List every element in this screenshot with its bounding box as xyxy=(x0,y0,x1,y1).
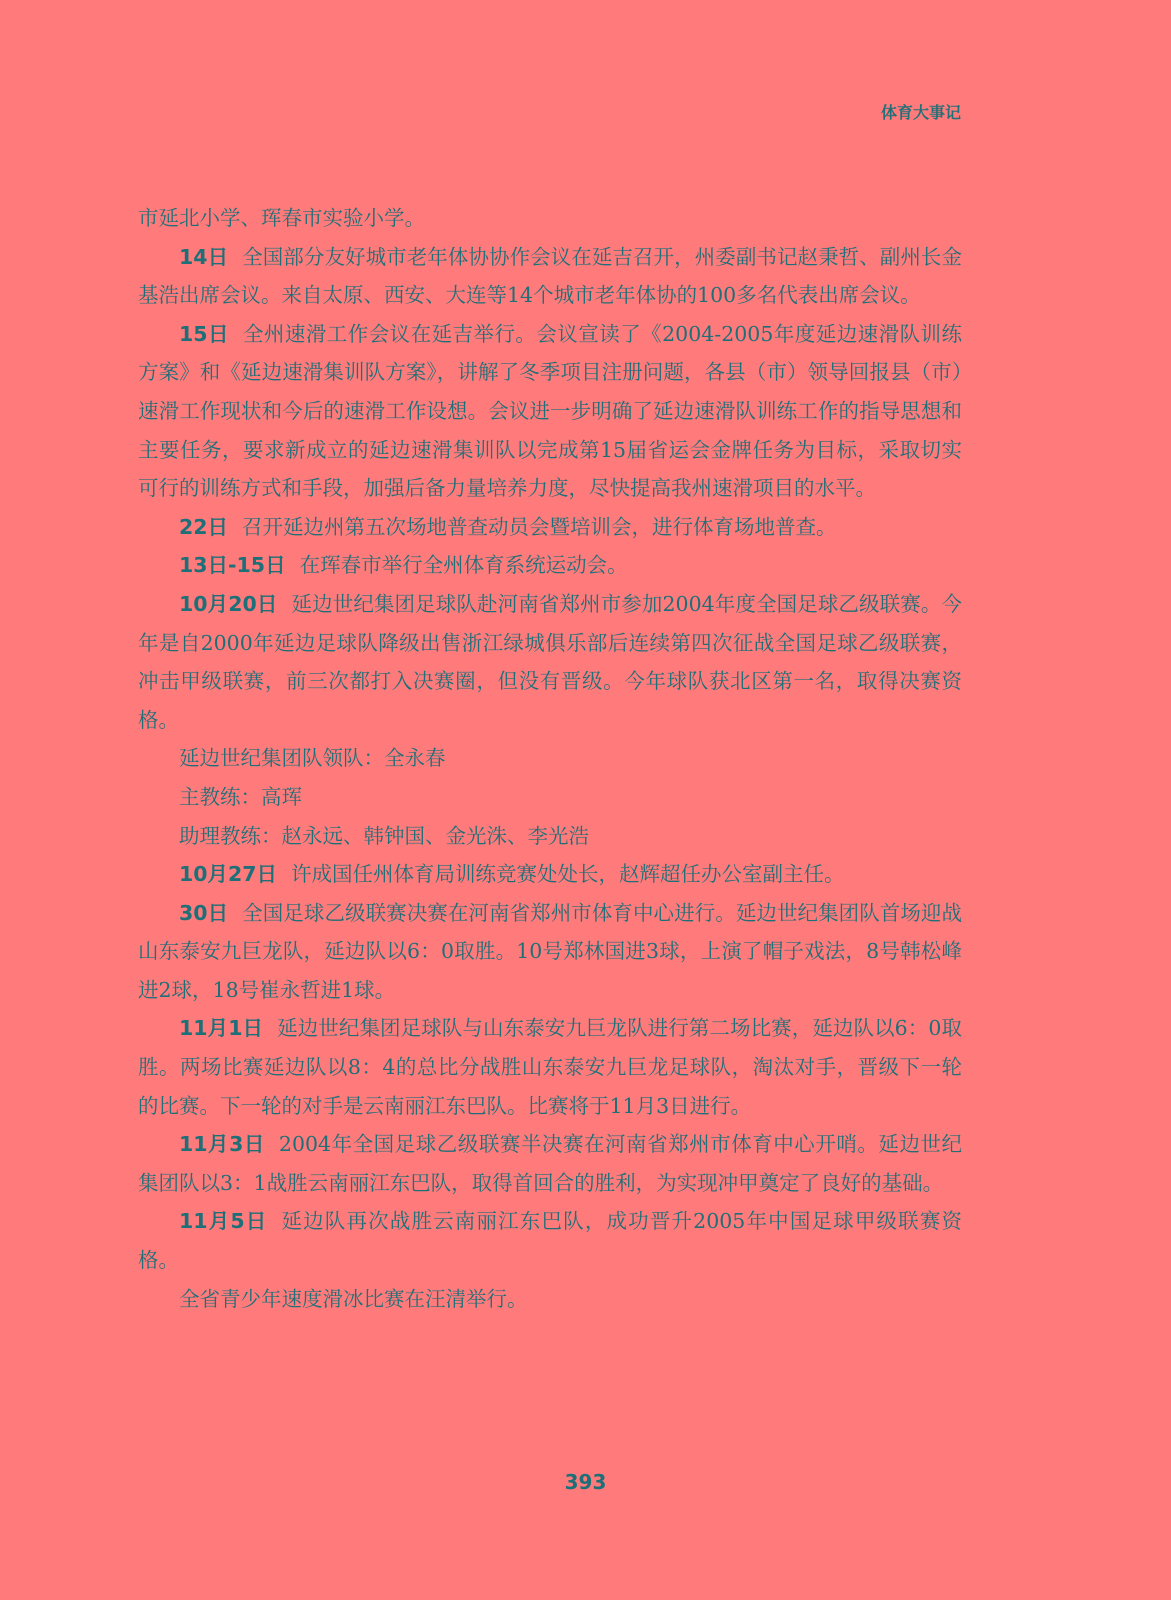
entry-text: 延边队再次战胜云南丽江东巴队，成功晋升2005年中国足球甲级联赛资格。 xyxy=(138,1209,962,1273)
team-leader-line xyxy=(138,739,962,778)
entry-text: 全国足球乙级联赛决赛在河南省郑州市体育中心进行。延边世纪集团队首场迎战山东泰安九巨龙队，延边队以6：0取胜。10号郑林国进3球，上演了帽子戏法，8号韩松峰进2球，18号崔永哲进1球。 xyxy=(138,900,963,1002)
entry-paragraph xyxy=(138,238,962,315)
paragraph-continuation xyxy=(138,199,962,238)
head-coach-line xyxy=(138,778,962,817)
entry-paragraph xyxy=(138,546,962,585)
entry-text: 全州速滑工作会议在延吉举行。会议宣读了《2004-2005年度延边速滑队训练方案》和《延边速滑集训队方案》，讲解了冬季项目注册问题，各县（市）领导回报县（市）速滑工作现状和今后的速滑工作设想。会议进一步明确了延边速滑队训练工作的指导思想和主要任务，要求新成立的延边速滑集训队以完成第15届省运会金牌任务为目标，采取切实可行的训练方式和手段，加强后备力量培养力度，尽快提高我州速滑项目的水平。 xyxy=(138,321,962,501)
entry-paragraph xyxy=(138,1202,962,1279)
entry-text: 2004年全国足球乙级联赛半决赛在河南省郑州市体育中心开哨。延边世纪集团队以3：1战胜云南丽江东巴队，取得首回合的胜利，为实现冲甲奠定了良好的基础。 xyxy=(138,1132,963,1195)
entry-text: 助理教练：赵永远、韩钟国、金光洙、李光浩 xyxy=(179,823,589,848)
entry-date: 11月5日 xyxy=(179,1209,268,1234)
entry-paragraph xyxy=(138,894,962,1010)
entry-text: 许成国任州体育局训练竞赛处处长，赵辉超任办公室副主任。 xyxy=(291,862,845,887)
entry-date: 15日 xyxy=(179,321,229,346)
running-header: 体育大事记 xyxy=(880,103,961,122)
entry-text: 在珲春市举行全州体育系统运动会。 xyxy=(299,553,628,578)
entry-text: 主教练：高珲 xyxy=(179,784,302,809)
entry-date: 10月27日 xyxy=(179,862,278,887)
entry-date: 14日 xyxy=(179,244,229,269)
entry-text: 召开延边州第五次场地普查动员会暨培训会，进行体育场地普查。 xyxy=(242,514,837,539)
entry-paragraph xyxy=(138,585,962,739)
entry-text: 全省青少年速度滑冰比赛在汪清举行。 xyxy=(179,1286,528,1311)
paragraph-text: 市延北小学、珲春市实验小学。 xyxy=(138,206,425,230)
entry-text: 延边世纪集团足球队赴河南省郑州市参加2004年度全国足球乙级联赛。今年是自2000年延边足球队降级出售浙江绿城俱乐部后连续第四次征战全国足球乙级联赛，冲击甲级联赛，前三次都打入决赛圈，但没有晋级。今年球队获北区第一名，取得决赛资格。 xyxy=(138,591,962,732)
page-body xyxy=(138,199,962,1318)
entry-paragraph xyxy=(138,855,962,894)
entry-date: 13日-15日 xyxy=(179,553,286,578)
entry-text: 延边世纪集团足球队与山东泰安九巨龙队进行第二场比赛，延边队以6：0取胜。两场比赛延边队以8：4的总比分战胜山东泰安九巨龙足球队，淘汰对手，晋级下一轮的比赛。下一轮的对手是云南丽江东巴队。比赛将于11月3日进行。 xyxy=(138,1016,962,1118)
entry-paragraph xyxy=(138,1280,962,1319)
entry-text: 全国部分友好城市老年体协协作会议在延吉召开，州委副书记赵秉哲、副州长金基浩出席会议。来自太原、西安、大连等14个城市老年体协的100多名代表出席会议。 xyxy=(138,244,963,308)
assistant-coaches-line xyxy=(138,817,962,856)
entry-paragraph xyxy=(138,508,962,547)
entry-date: 22日 xyxy=(179,514,229,539)
entry-text: 延边世纪集团队领队：全永春 xyxy=(179,746,446,771)
entry-paragraph xyxy=(138,1125,962,1202)
entry-paragraph xyxy=(138,315,962,508)
entry-date: 11月3日 xyxy=(179,1132,265,1157)
entry-date: 10月20日 xyxy=(179,591,278,616)
entry-date: 11月1日 xyxy=(179,1016,264,1041)
entry-date: 30日 xyxy=(179,900,229,925)
entry-paragraph xyxy=(138,1009,962,1125)
page-number: 393 xyxy=(564,1470,607,1494)
